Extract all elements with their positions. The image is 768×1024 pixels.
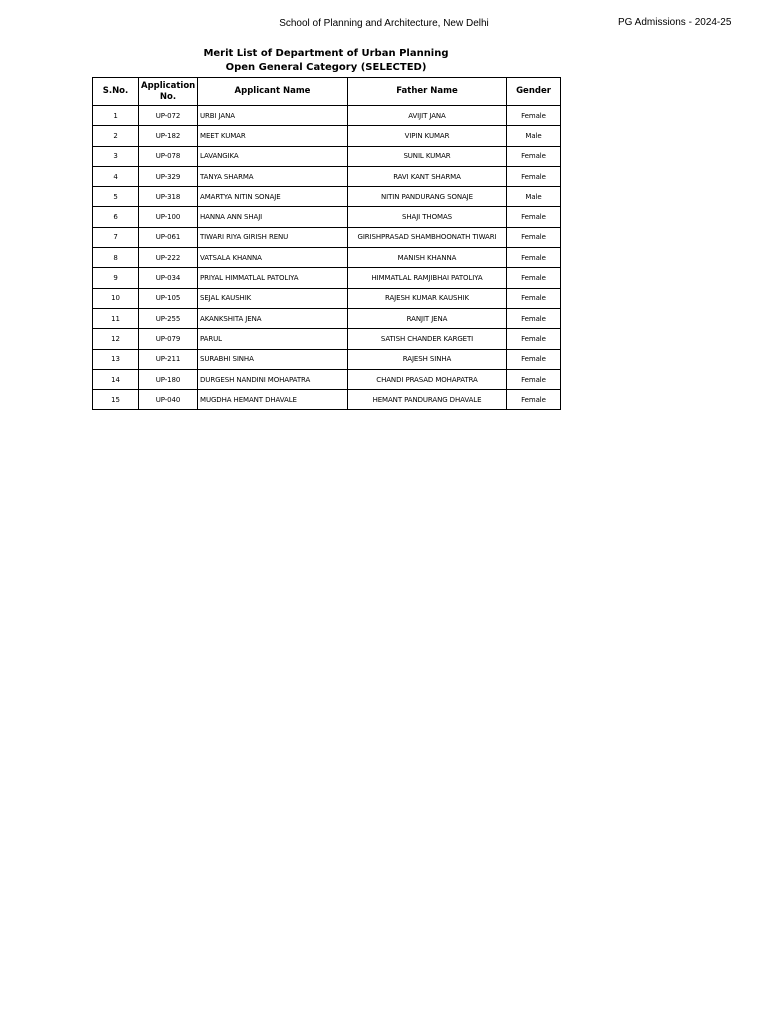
cell-application-no: UP-211 (139, 349, 198, 369)
column-header-application-no: Application No. (139, 78, 198, 106)
cell-application-no: UP-040 (139, 390, 198, 410)
cell-applicant-name: MEET KUMAR (198, 126, 348, 146)
table-header (93, 78, 561, 106)
cell-sno: 10 (93, 288, 139, 308)
table-row (93, 369, 561, 389)
cell-sno: 11 (93, 308, 139, 328)
cell-gender: Male (507, 126, 561, 146)
cell-applicant-name: LAVANGIKA (198, 146, 348, 166)
cell-applicant-name: MUGDHA HEMANT DHAVALE (198, 390, 348, 410)
column-header-gender: Gender (507, 78, 561, 106)
cell-application-no: UP-061 (139, 227, 198, 247)
cell-father-name: CHANDI PRASAD MOHAPATRA (348, 369, 507, 389)
cell-applicant-name: DURGESH NANDINI MOHAPATRA (198, 369, 348, 389)
table-row (93, 349, 561, 369)
cell-applicant-name: TANYA SHARMA (198, 166, 348, 186)
cell-sno: 8 (93, 248, 139, 268)
cell-applicant-name: TIWARI RIYA GIRISH RENU (198, 227, 348, 247)
cell-father-name: SATISH CHANDER KARGETI (348, 329, 507, 349)
document-title (92, 47, 560, 75)
cell-sno: 4 (93, 166, 139, 186)
cell-applicant-name: URBI JANA (198, 106, 348, 126)
cell-father-name: AVIJIT JANA (348, 106, 507, 126)
cell-application-no: UP-078 (139, 146, 198, 166)
cell-application-no: UP-180 (139, 369, 198, 389)
table-row (93, 207, 561, 227)
cell-application-no: UP-072 (139, 106, 198, 126)
cell-father-name: VIPIN KUMAR (348, 126, 507, 146)
cell-sno: 14 (93, 369, 139, 389)
table-row (93, 106, 561, 126)
cell-sno: 3 (93, 146, 139, 166)
cell-applicant-name: SEJAL KAUSHIK (198, 288, 348, 308)
cell-application-no: UP-182 (139, 126, 198, 146)
page-header-session: PG Admissions - 2024-25 (618, 17, 732, 28)
cell-father-name: GIRISHPRASAD SHAMBHOONATH TIWARI (348, 227, 507, 247)
table-row (93, 248, 561, 268)
table-row (93, 268, 561, 288)
cell-gender: Female (507, 248, 561, 268)
table-row (93, 187, 561, 207)
cell-sno: 15 (93, 390, 139, 410)
cell-application-no: UP-100 (139, 207, 198, 227)
cell-sno: 2 (93, 126, 139, 146)
table-row (93, 126, 561, 146)
cell-application-no: UP-105 (139, 288, 198, 308)
title-line-2: Open General Category (SELECTED) (225, 62, 427, 73)
cell-father-name: MANISH KHANNA (348, 248, 507, 268)
cell-father-name: HIMMATLAL RAMJIBHAI PATOLIYA (348, 268, 507, 288)
header-row (93, 78, 561, 106)
cell-application-no: UP-079 (139, 329, 198, 349)
cell-sno: 12 (93, 329, 139, 349)
cell-applicant-name: PRIYAL HIMMATLAL PATOLIYA (198, 268, 348, 288)
cell-gender: Female (507, 106, 561, 126)
merit-list-table (92, 77, 561, 410)
column-header-applicant-name: Applicant Name (198, 78, 348, 106)
cell-applicant-name: AKANKSHITA JENA (198, 308, 348, 328)
cell-sno: 7 (93, 227, 139, 247)
table-body (93, 106, 561, 410)
cell-gender: Female (507, 288, 561, 308)
cell-applicant-name: AMARTYA NITIN SONAJE (198, 187, 348, 207)
cell-father-name: HEMANT PANDURANG DHAVALE (348, 390, 507, 410)
cell-sno: 9 (93, 268, 139, 288)
cell-application-no: UP-329 (139, 166, 198, 186)
page-header-institution: School of Planning and Architecture, New Delhi (279, 18, 489, 29)
cell-father-name: RAVI KANT SHARMA (348, 166, 507, 186)
cell-gender: Female (507, 207, 561, 227)
cell-applicant-name: HANNA ANN SHAJI (198, 207, 348, 227)
cell-gender: Female (507, 369, 561, 389)
cell-application-no: UP-034 (139, 268, 198, 288)
cell-father-name: RAJESH KUMAR KAUSHIK (348, 288, 507, 308)
cell-father-name: SHAJI THOMAS (348, 207, 507, 227)
cell-gender: Female (507, 390, 561, 410)
table-row (93, 308, 561, 328)
column-header-sno: S.No. (93, 78, 139, 106)
title-line-1: Merit List of Department of Urban Planning (203, 48, 449, 59)
table-row (93, 166, 561, 186)
cell-gender: Female (507, 268, 561, 288)
cell-gender: Female (507, 146, 561, 166)
cell-sno: 13 (93, 349, 139, 369)
cell-applicant-name: PARUL (198, 329, 348, 349)
cell-gender: Female (507, 166, 561, 186)
cell-applicant-name: SURABHI SINHA (198, 349, 348, 369)
table-row (93, 227, 561, 247)
cell-father-name: NITIN PANDURANG SONAJE (348, 187, 507, 207)
cell-father-name: RAJESH SINHA (348, 349, 507, 369)
cell-gender: Male (507, 187, 561, 207)
cell-sno: 1 (93, 106, 139, 126)
cell-father-name: RANJIT JENA (348, 308, 507, 328)
column-header-father-name: Father Name (348, 78, 507, 106)
cell-gender: Female (507, 329, 561, 349)
cell-application-no: UP-318 (139, 187, 198, 207)
table-row (93, 329, 561, 349)
cell-gender: Female (507, 349, 561, 369)
cell-gender: Female (507, 227, 561, 247)
table-row (93, 288, 561, 308)
cell-father-name: SUNIL KUMAR (348, 146, 507, 166)
table-row (93, 390, 561, 410)
cell-gender: Female (507, 308, 561, 328)
cell-sno: 6 (93, 207, 139, 227)
cell-applicant-name: VATSALA KHANNA (198, 248, 348, 268)
cell-application-no: UP-222 (139, 248, 198, 268)
cell-sno: 5 (93, 187, 139, 207)
cell-application-no: UP-255 (139, 308, 198, 328)
table-row (93, 146, 561, 166)
